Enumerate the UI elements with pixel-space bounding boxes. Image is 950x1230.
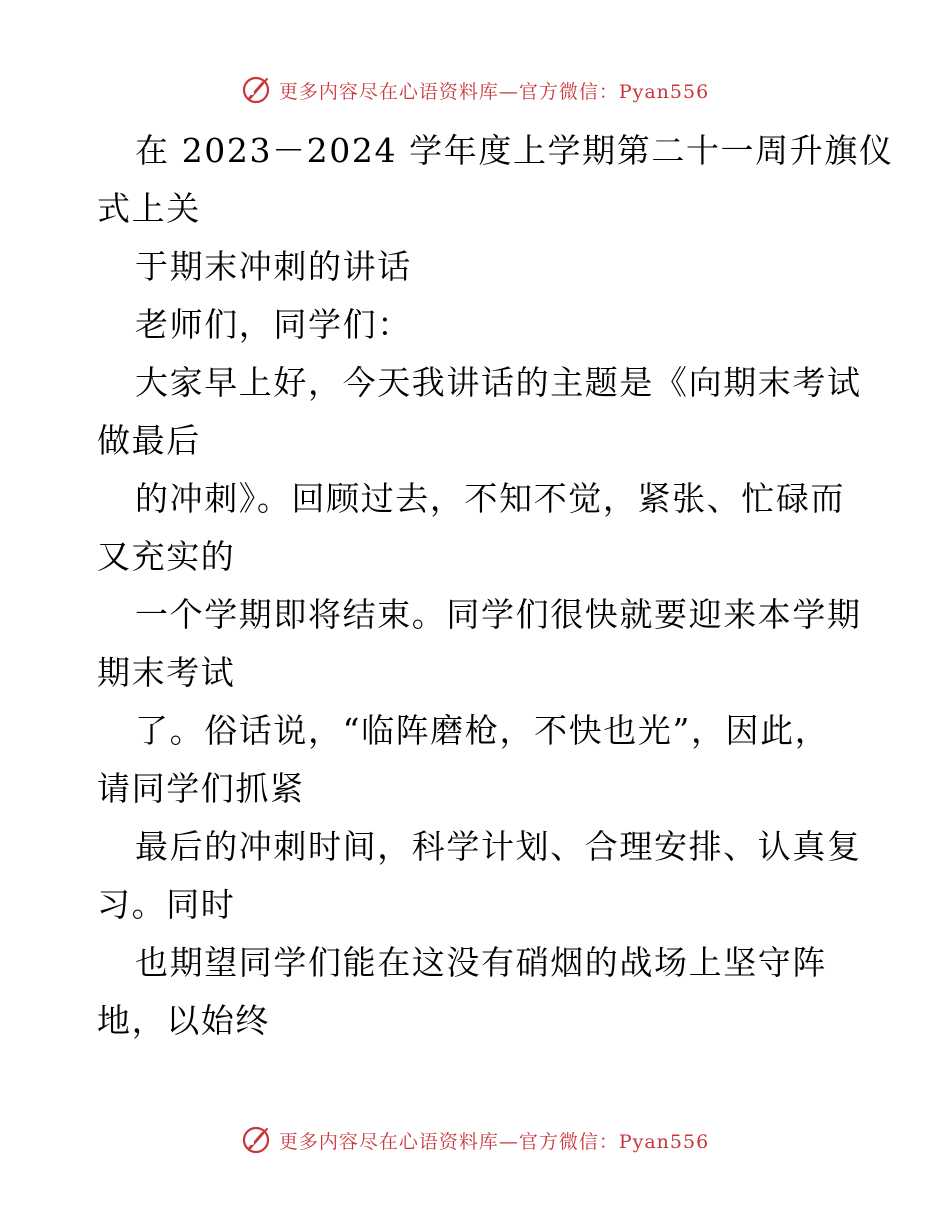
- text-line: 又充实的: [97, 537, 236, 576]
- quill-logo-icon: [241, 1125, 271, 1155]
- text-line: 请同学们抓紧: [97, 769, 305, 808]
- text-line: 的冲刺》。回顾过去，不知不觉，紧张、忙碌而: [135, 479, 846, 518]
- watermark-text: [279, 1127, 709, 1154]
- text-line: 在 2023－2024 学年度上学期第二十一周升旗仪: [135, 131, 894, 170]
- text-line: 一个学期即将结束。同学们很快就要迎来本学期: [135, 595, 862, 634]
- speech-body: [97, 122, 894, 1050]
- watermark-suffix: 官方微信：Pyan556: [518, 1130, 710, 1153]
- text-line: 期末考试: [97, 653, 236, 692]
- watermark-dash: —: [498, 80, 519, 103]
- text-line: 地，以始终: [97, 1001, 270, 1040]
- text-line: 最后的冲刺时间，科学计划、合理安排、认真复: [135, 827, 862, 866]
- text-line: 于期末冲刺的讲话: [135, 247, 412, 286]
- watermark-suffix: 官方微信：Pyan556: [518, 80, 710, 103]
- text-line: 做最后: [97, 421, 201, 460]
- text-line: 式上关: [97, 189, 201, 228]
- text-line: 也期望同学们能在这没有硝烟的战场上坚守阵: [135, 943, 827, 982]
- footer-watermark: [0, 1122, 950, 1158]
- watermark-dash: —: [498, 1130, 519, 1153]
- text-line: 习。同时: [97, 885, 236, 924]
- text-line: 了。俗话说，“临阵磨枪，不快也光”，因此，: [135, 711, 830, 750]
- watermark-prefix: 更多内容尽在心语资料库: [278, 1130, 499, 1153]
- text-line: 大家早上好，今天我讲话的主题是《向期末考试: [135, 363, 862, 402]
- quill-logo-icon: [241, 75, 271, 105]
- text-line: 老师们，同学们：: [135, 305, 412, 344]
- header-watermark: [0, 72, 950, 108]
- watermark-text: [279, 77, 709, 104]
- watermark-prefix: 更多内容尽在心语资料库: [278, 80, 499, 103]
